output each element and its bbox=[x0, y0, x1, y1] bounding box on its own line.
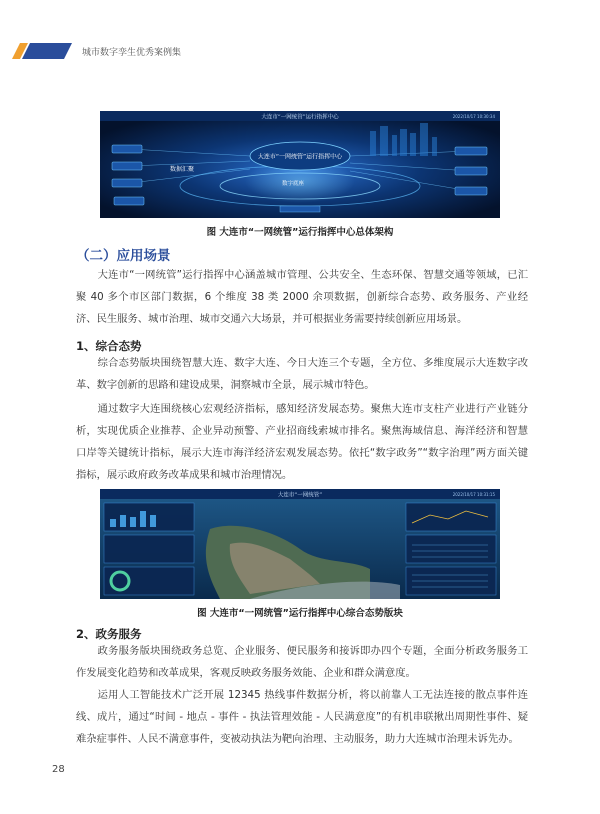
subsection-2-paragraph-1: 政务服务版块围绕政务总览、企业服务、便民服务和接诉即办四个专题，全面分析政务服务工作发展变化趋势和改革成果，客观反映政务服务效能、企业和群众满意度。 bbox=[76, 645, 528, 679]
subsection-1-paragraph-1: 综合态势版块围绕智慧大连、数字大连、今日大连三个专题，全方位、多维度展示大连数字改革、数字创新的思路和建设成果，洞察城市全景，展示城市特色。 bbox=[76, 357, 528, 391]
subsection-2-paragraph-2: 运用人工智能技术广泛开展 12345 热线事件数据分析，将以前靠人工无法连接的散点事件连线、成片，通过“时间 - 地点 - 事件 - 执法管理效能 - 人民满意度”的有机串联揪出周期性事件、疑难杂症事件、人民不满意事件，变被动执法为靶向治理、主动服务，助力大连城市治理未诉先办。 bbox=[76, 689, 528, 745]
fig2-timestamp: 2022/10/17 10:31:15 bbox=[452, 492, 495, 497]
figure-situation-image bbox=[100, 489, 500, 599]
page-number: 28 bbox=[52, 764, 65, 775]
fig1-label-data: 数据汇聚 bbox=[170, 166, 195, 173]
subsection-1-title: 1、综合态势 bbox=[76, 339, 142, 353]
figure2-caption: 图 大连市“一网统管”运行指挥中心综合态势版块 bbox=[197, 608, 403, 619]
subsection-2-title: 2、政务服务 bbox=[76, 627, 142, 641]
fig2-screen-title: 大连市“一网统管” bbox=[277, 492, 323, 499]
fig1-screen-title: 大连市“一网统管”运行指挥中心 bbox=[261, 114, 339, 121]
architecture-screenshot bbox=[100, 111, 500, 218]
fig1-center-title: 大连市“一网统管”运行指挥中心 bbox=[257, 153, 343, 161]
fig1-timestamp: 2022/10/17 10:30:34 bbox=[452, 114, 495, 119]
section-title: （二）应用场景 bbox=[76, 248, 171, 264]
intro-paragraph: 大连市“一网统管”运行指挥中心涵盖城市管理、公共安全、生态环保、智慧交通等领域，已汇聚 40 多个市区部门数据，6 个维度 38 类 2000 余项数据，创新综合态势、政务服务、产业经济、民生服务、城市治理、城市交通六大场景，并可根据业务需要持续创新应用场景。 bbox=[76, 269, 528, 325]
header-title: 城市数字孪生优秀案例集 bbox=[82, 48, 182, 58]
header-logo-icon bbox=[12, 43, 72, 59]
situation-screenshot bbox=[100, 489, 500, 599]
fig1-label-base: 数字底座 bbox=[282, 181, 305, 187]
figure1-caption: 图 大连市“一网统管”运行指挥中心总体架构 bbox=[206, 227, 394, 238]
figure-architecture-image bbox=[100, 111, 500, 218]
subsection-1-paragraph-2: 通过数字大连围绕核心宏观经济指标，感知经济发展态势。聚焦大连市支柱产业进行产业链分析，实现优质企业推荐、企业异动预警、产业招商线索城市排名。聚焦海域信息、海洋经济和智慧口岸等关键统计指标，展示大连市海洋经济宏观发展态势。依托“数字政务”“数字治理”两方面关键指标，展示政府政务改革成果和城市治理情况。 bbox=[76, 403, 528, 481]
